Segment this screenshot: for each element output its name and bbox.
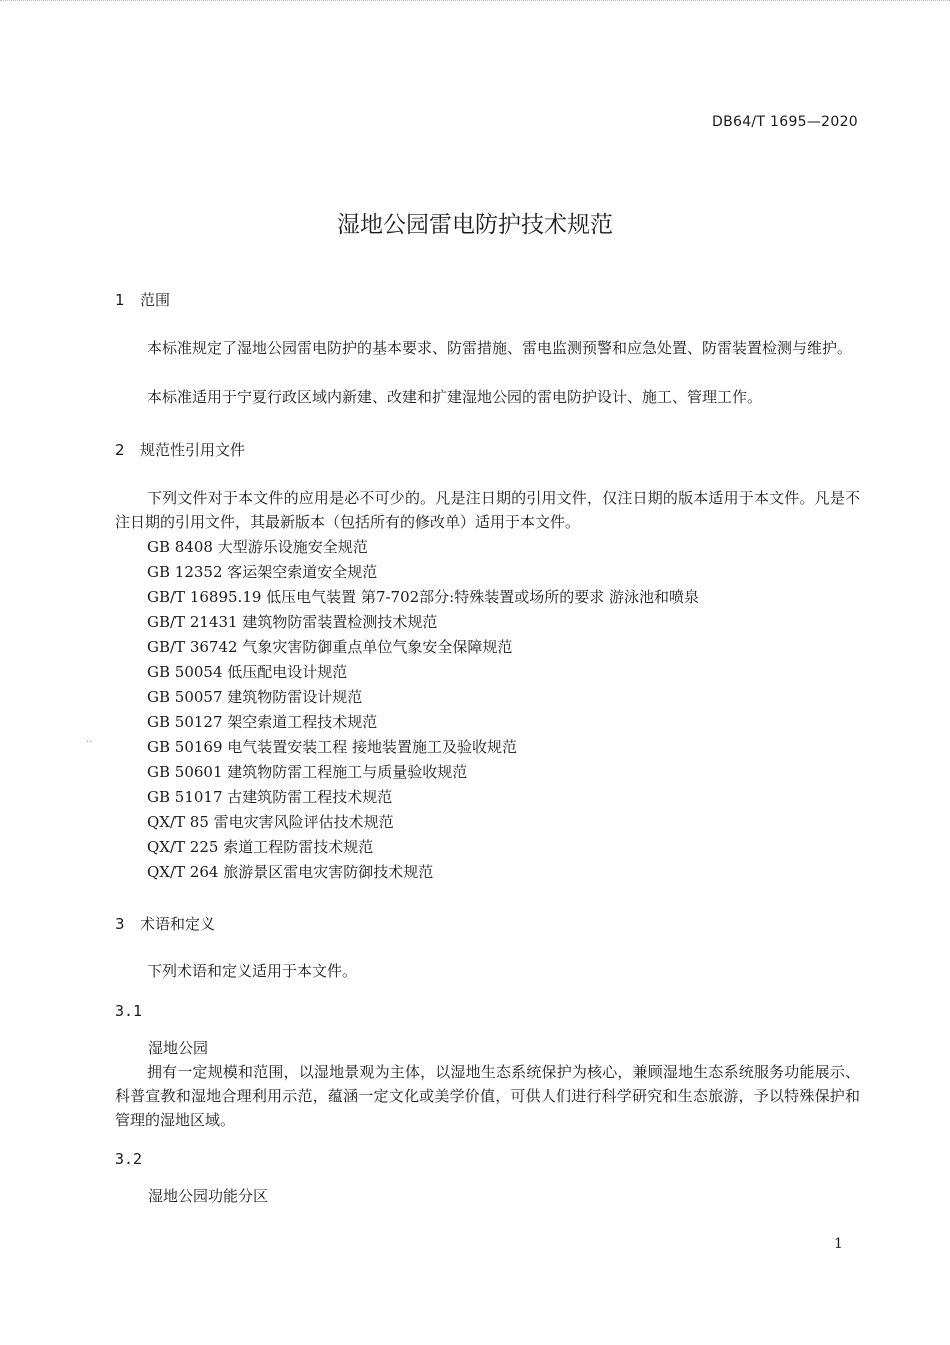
section-title: 术语和定义 (140, 915, 216, 933)
page-number: 1 (834, 1236, 843, 1252)
reference-item: GB 12352 客运架空索道安全规范 (147, 563, 378, 581)
paragraph: 本标准规定了湿地公园雷电防护的基本要求、防雷措施、雷电监测预警和应急处置、防雷装置检测与维护。 (147, 339, 853, 357)
term-definition: 拥有一定规模和范围，以湿地景观为主体，以湿地生态系统保护为核心，兼顾湿地生态系统服务功能展示、科普宣教和湿地合理利用示范，蕴涵一定文化或美学价值，可供人们进行科学研究和生态旅游，予以特殊保护和管理的湿地区域。 (115, 1063, 860, 1129)
section-heading-normative-references (115, 439, 245, 460)
section-number: 3 (115, 915, 125, 933)
standard-number: DB64/T 1695—2020 (712, 114, 858, 130)
paragraph: 本标准适用于宁夏行政区域内新建、改建和扩建湿地公园的雷电防护设计、施工、管理工作。 (147, 388, 763, 406)
section-heading-scope (115, 289, 170, 310)
reference-item: GB/T 36742 气象灾害防御重点单位气象安全保障规范 (147, 638, 513, 656)
term-name: 湿地公园功能分区 (148, 1187, 269, 1205)
document-title: 湿地公园雷电防护技术规范 (337, 212, 613, 238)
paragraph: 下列文件对于本文件的应用是必不可少的。凡是注日期的引用文件，仅注日期的版本适用于本文件。凡是不注日期的引用文件，其最新版本（包括所有的修改单）适用于本文件。 (115, 489, 860, 531)
scan-margin-mark: ‥ (86, 734, 93, 745)
reference-item: GB 8408 大型游乐设施安全规范 (147, 538, 368, 556)
reference-item: GB/T 16895.19 低压电气装置 第7-702部分:特殊装置或场所的要求 游泳池和喷泉 (147, 588, 700, 606)
section-number: 1 (115, 291, 125, 309)
reference-item: GB 51017 古建筑防雷工程技术规范 (147, 788, 393, 806)
section-title: 范围 (140, 291, 171, 309)
reference-item: GB 50054 低压配电设计规范 (147, 663, 348, 681)
reference-item: QX/T 85 雷电灾害风险评估技术规范 (147, 813, 394, 831)
paragraph: 下列术语和定义适用于本文件。 (147, 962, 358, 980)
reference-item: GB 50057 建筑物防雷设计规范 (147, 688, 363, 706)
scan-top-edge (0, 0, 950, 5)
section-heading-terms (115, 913, 215, 934)
reference-item: GB 50169 电气装置安装工程 接地装置施工及验收规范 (147, 738, 518, 756)
section-number: 2 (115, 441, 125, 459)
term-name: 湿地公园 (148, 1039, 209, 1057)
section-title: 规范性引用文件 (140, 441, 246, 459)
term-number: 3.1 (115, 1002, 143, 1020)
reference-item: QX/T 225 索道工程防雷技术规范 (147, 838, 374, 856)
reference-list (147, 535, 699, 885)
reference-item: QX/T 264 旅游景区雷电灾害防御技术规范 (147, 863, 434, 881)
reference-item: GB 50127 架空索道工程技术规范 (147, 713, 378, 731)
reference-item: GB/T 21431 建筑物防雷装置检测技术规范 (147, 613, 438, 631)
reference-item: GB 50601 建筑物防雷工程施工与质量验收规范 (147, 763, 468, 781)
term-number: 3.2 (115, 1150, 143, 1168)
